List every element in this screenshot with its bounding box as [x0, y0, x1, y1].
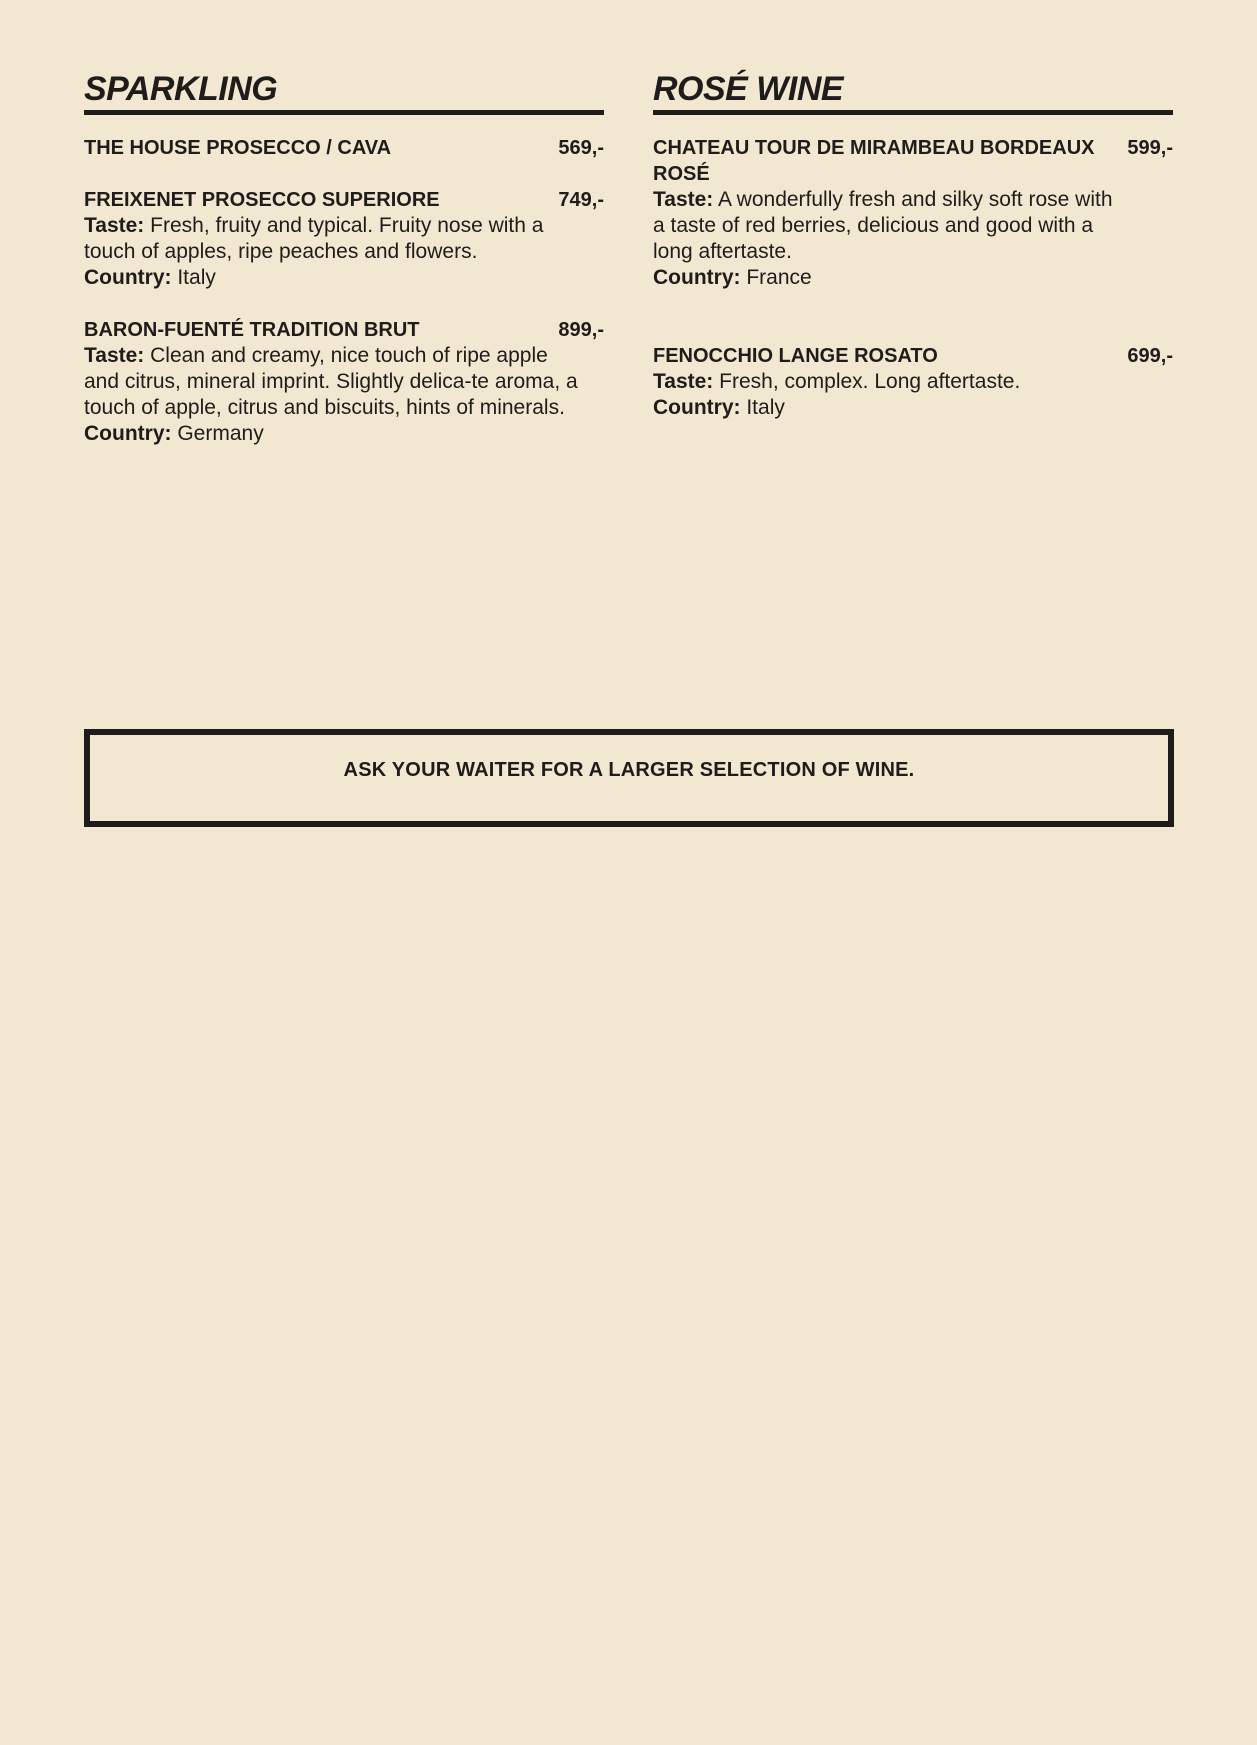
country-text: France [746, 266, 812, 289]
notice-text: ASK YOUR WAITER FOR A LARGER SELECTION OF WINE. [343, 759, 915, 781]
wine-name: BARON-FUENTÉ TRADITION BRUT [84, 319, 420, 341]
wine-name: FREIXENET PROSECCO SUPERIORE [84, 189, 440, 211]
wine-name: THE HOUSE PROSECCO / CAVA [84, 137, 392, 159]
taste-text: Fresh, fruity and typical. Fruity nose with a touch of apples, ripe peaches and flowers. [84, 214, 544, 263]
taste-label: Taste: [84, 214, 145, 237]
section-title-rose: ROSÉ WINE [653, 70, 1173, 115]
country-label: Country: [653, 396, 741, 419]
larger-selection-notice [84, 729, 1174, 827]
rose-section [653, 70, 1173, 421]
taste-label: Taste: [84, 344, 145, 367]
wine-item [84, 317, 604, 447]
country-text: Italy [746, 396, 785, 419]
wine-item [653, 135, 1173, 291]
wine-price: 899,- [558, 319, 604, 341]
wine-taste [653, 369, 1143, 395]
wine-item [84, 135, 604, 161]
sparkling-section [84, 70, 604, 447]
taste-text: Clean and creamy, nice touch of ripe apple and citrus, mineral imprint. Slightly delica-te aroma, a touch of apple, citrus and biscuits, hints of minerals. [84, 344, 578, 419]
section-title-sparkling: SPARKLING [84, 70, 604, 115]
wine-country [84, 421, 604, 447]
country-label: Country: [84, 422, 172, 445]
wine-taste [84, 343, 584, 421]
wine-price: 599,- [1127, 137, 1173, 159]
wine-price: 699,- [1127, 345, 1173, 367]
taste-text: A wonderfully fresh and silky soft rose with a taste of red berries, delicious and good with a long aftertaste. [653, 188, 1113, 263]
wine-country [653, 395, 1173, 421]
taste-label: Taste: [653, 188, 714, 211]
wine-taste [84, 213, 574, 265]
wine-name: CHATEAU TOUR DE MIRAMBEAU BORDEAUX ROSÉ [653, 137, 1095, 185]
country-label: Country: [653, 266, 741, 289]
wine-item [653, 343, 1173, 421]
taste-text: Fresh, complex. Long aftertaste. [719, 370, 1021, 393]
wine-country [84, 265, 604, 291]
wine-price: 569,- [558, 137, 604, 159]
wine-name: FENOCCHIO LANGE ROSATO [653, 345, 938, 367]
wine-price: 749,- [558, 189, 604, 211]
country-text: Germany [177, 422, 264, 445]
wine-item [84, 187, 604, 291]
wine-country [653, 265, 1173, 291]
country-label: Country: [84, 266, 172, 289]
country-text: Italy [177, 266, 216, 289]
wine-taste [653, 187, 1123, 265]
taste-label: Taste: [653, 370, 714, 393]
